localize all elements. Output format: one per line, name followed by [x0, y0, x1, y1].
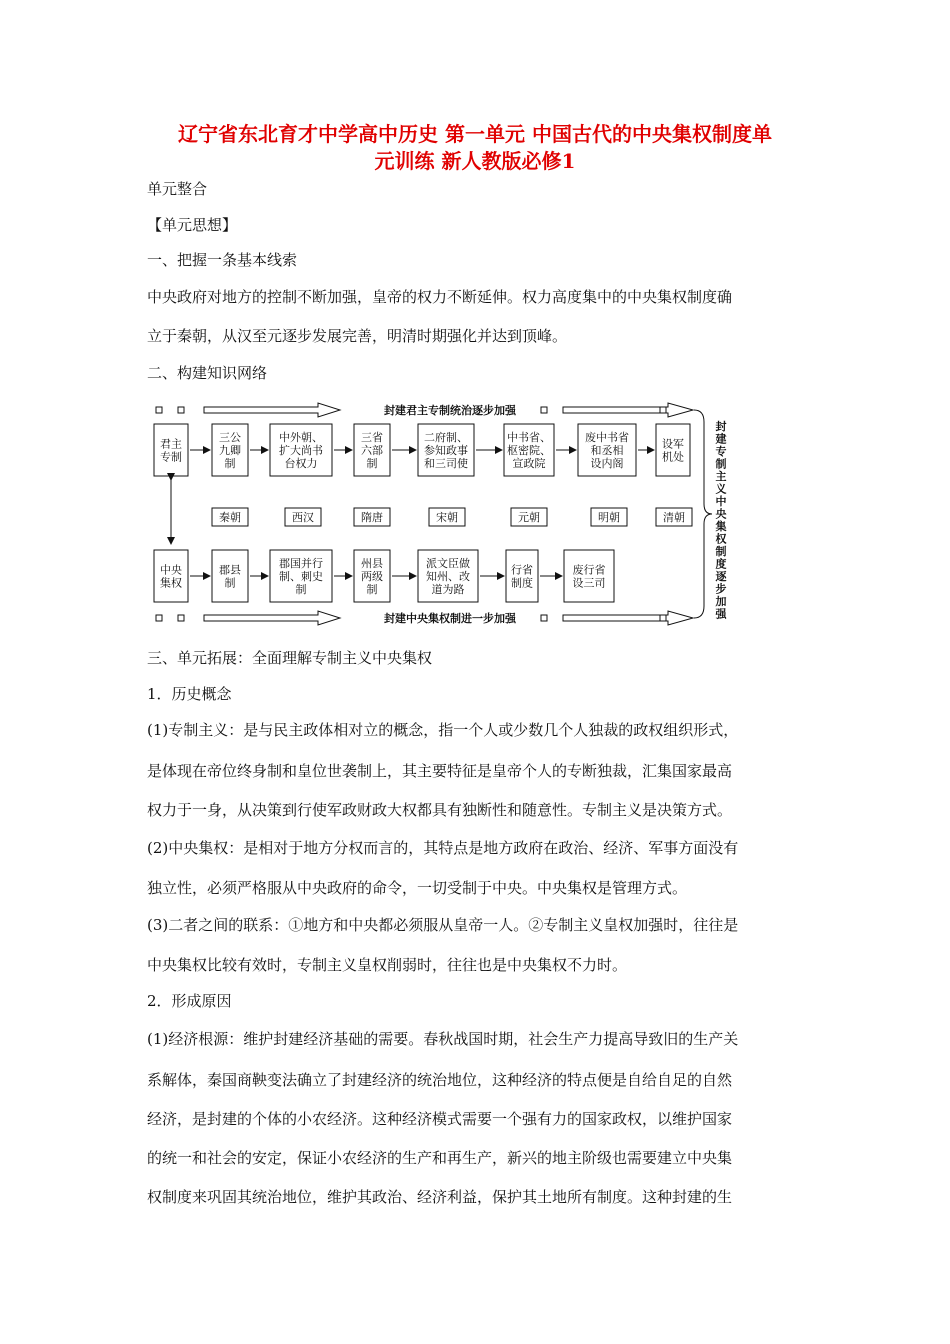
title-line-2: 元训练 新人教版必修1 [374, 149, 576, 173]
paragraph-line: 系解体，秦国商鞅变法确立了封建经济的统治地位，这种经济的特点便是自给自足的自然 [147, 1071, 733, 1089]
heading-3: 三、单元拓展：全面理解专制主义中央集权 [147, 649, 433, 667]
bottom-system-box-text: 制、刺史 [279, 570, 323, 583]
bottom-system-box-text: 州县 [361, 557, 383, 570]
top-system-box-text: 和三司使 [424, 457, 468, 470]
paragraph-line: 权制度来巩固其统治地位，维护其政治、经济利益，保护其土地所有制度。这种封建的生 [147, 1188, 733, 1206]
side-label-char: 加 [715, 595, 727, 608]
bottom-system-box-text: 制度 [511, 576, 533, 590]
top-band-arrow-left [204, 403, 340, 417]
band-marker [156, 407, 162, 413]
dynasty-label: 秦朝 [219, 511, 241, 524]
monarchy-box-text: 君主 [160, 437, 182, 451]
top-system-box-text: 中书省、 [507, 431, 551, 444]
bottom-system-box-text: 派文臣做 [426, 557, 470, 570]
side-label-char: 强 [715, 607, 727, 621]
paragraph-line: 是体现在帝位终身制和皇位世袭制上，其主要特征是皇帝个人的专断独裁，汇集国家最高 [147, 762, 733, 780]
top-system-box-text: 宣政院 [512, 457, 546, 470]
bottom-system-box-text: 郡国并行 [279, 557, 323, 570]
dynasty-label: 元朝 [518, 511, 540, 524]
bottom-system-box-text: 设三司 [572, 576, 606, 590]
heading-2: 二、构建知识网络 [147, 364, 268, 382]
band-marker [178, 407, 184, 413]
document-title [120, 121, 830, 175]
side-label-char: 央 [715, 507, 727, 521]
paragraph-line: 权力于一身，从决策到行使军政财政大权都具有独断性和随意性。专制主义是决策方式。 [147, 801, 733, 819]
bottom-system-box-text: 制 [224, 576, 236, 590]
numbered-heading: 2．形成原因 [147, 992, 232, 1010]
top-system-box-text: 废中书省 [585, 431, 629, 444]
paragraph-line: 立于秦朝，从汉至元逐步发展完善，明清时期强化并达到顶峰。 [147, 327, 568, 345]
right-brace [694, 410, 712, 618]
paragraph-line: (2)中央集权：是相对于地方分权而言的，其特点是地方政府在政治、经济、军事方面没有 [147, 839, 739, 857]
side-label-char: 主 [715, 470, 727, 483]
paragraph-line: 独立性，必须严格服从中央政府的命令，一切受制于中央。中央集权是管理方式。 [147, 879, 688, 897]
side-label-char: 制 [715, 545, 727, 558]
knowledge-network-diagram [148, 398, 738, 630]
section-label: 单元整合 [147, 180, 208, 198]
top-system-box-text: 参知政事 [424, 444, 468, 457]
bottom-system-box-text: 郡县 [219, 563, 241, 577]
centralization-box-text: 中央 [160, 563, 182, 577]
dynasty-label: 西汉 [292, 511, 314, 524]
bottom-system-box-text: 两级 [361, 570, 383, 583]
dynasty-label: 宋朝 [436, 511, 458, 524]
dynasty-label: 清朝 [663, 511, 685, 524]
top-system-box-text: 扩大尚书 [279, 444, 323, 457]
subsection-heading: 【单元思想】 [147, 216, 238, 234]
side-label-char: 建 [715, 432, 727, 446]
monarchy-box-text: 专制 [160, 450, 182, 464]
bottom-system-box-text: 废行省 [572, 563, 606, 577]
bottom-system-box-text: 知州、改 [426, 570, 470, 583]
top-system-box-text: 制 [224, 457, 236, 470]
side-label-char: 逐 [715, 570, 727, 583]
bottom-system-box-text: 制 [366, 583, 378, 596]
dynasty-label: 明朝 [598, 511, 620, 524]
band-marker [541, 615, 547, 621]
band-marker [156, 615, 162, 621]
top-system-box-text: 设内阁 [590, 457, 624, 470]
paragraph-line: 的统一和社会的安定，保证小农经济的生产和再生产，新兴的地主阶级也需要建立中央集 [147, 1149, 733, 1167]
bottom-system-box-text: 制 [295, 583, 307, 596]
top-system-box-text: 台权力 [284, 457, 318, 470]
side-label-char: 中 [715, 495, 727, 508]
paragraph-line: 中央政府对地方的控制不断加强，皇帝的权力不断延伸。权力高度集中的中央集权制度确 [147, 288, 733, 306]
band-marker [178, 615, 184, 621]
side-label-char: 专 [715, 445, 727, 458]
top-band-label: 封建君主专制统治逐步加强 [384, 404, 516, 417]
side-label-char: 权 [715, 532, 727, 546]
paragraph-line: (1)经济根源：维护封建经济基础的需要。春秋战国时期，社会生产力提高导致旧的生产关 [147, 1030, 739, 1048]
top-system-box-text: 设军 [662, 437, 684, 451]
top-system-box-text: 三公 [219, 431, 241, 444]
top-system-box-text: 和丞相 [590, 444, 624, 457]
side-label-char: 义 [715, 482, 727, 496]
top-system-box-text: 三省 [361, 431, 383, 444]
side-label-char: 度 [715, 557, 727, 571]
top-system-box-text: 制 [366, 457, 378, 470]
paragraph-line: (3)二者之间的联系：①地方和中央都必须服从皇帝一人。②专制主义皇权加强时，往往是 [147, 916, 739, 934]
bottom-system-box-text: 道为路 [431, 583, 465, 596]
centralization-box-text: 集权 [160, 576, 182, 590]
top-system-box-text: 中外朝、 [279, 431, 323, 444]
top-band-arrow-right [563, 403, 693, 417]
side-label-char: 封 [715, 420, 727, 433]
band-marker [660, 407, 666, 413]
paragraph-line: (1)专制主义：是与民主政体相对立的概念，指一个人或少数几个人独裁的政权组织形式， [147, 721, 739, 739]
band-marker [541, 407, 547, 413]
bottom-band-arrow-left [204, 611, 340, 625]
top-system-box-text: 机处 [662, 450, 684, 464]
side-label-char: 制 [715, 457, 727, 471]
title-line-1: 辽宁省东北育才中学高中历史 第一单元 中国古代的中央集权制度单 [178, 122, 772, 146]
dynasty-label: 隋唐 [361, 511, 383, 524]
bottom-band-arrow-right [563, 611, 693, 625]
numbered-heading: 1．历史概念 [147, 685, 232, 703]
side-label-char: 集 [715, 520, 727, 533]
top-system-box-text: 六部 [361, 444, 383, 457]
top-system-box-text: 枢密院、 [507, 444, 551, 457]
top-system-box-text: 二府制、 [424, 431, 468, 444]
paragraph-line: 经济，是封建的个体的小农经济。这种经济模式需要一个强有力的国家政权，以维护国家 [147, 1110, 733, 1128]
heading-1: 一、把握一条基本线索 [147, 251, 298, 269]
band-marker [660, 615, 666, 621]
paragraph-line: 中央集权比较有效时，专制主义皇权削弱时，往往也是中央集权不力时。 [147, 956, 628, 974]
bottom-system-box-text: 行省 [511, 563, 533, 577]
side-label-char: 步 [715, 582, 727, 596]
bottom-band-label: 封建中央集权制进一步加强 [384, 612, 516, 625]
top-system-box-text: 九卿 [219, 444, 241, 457]
